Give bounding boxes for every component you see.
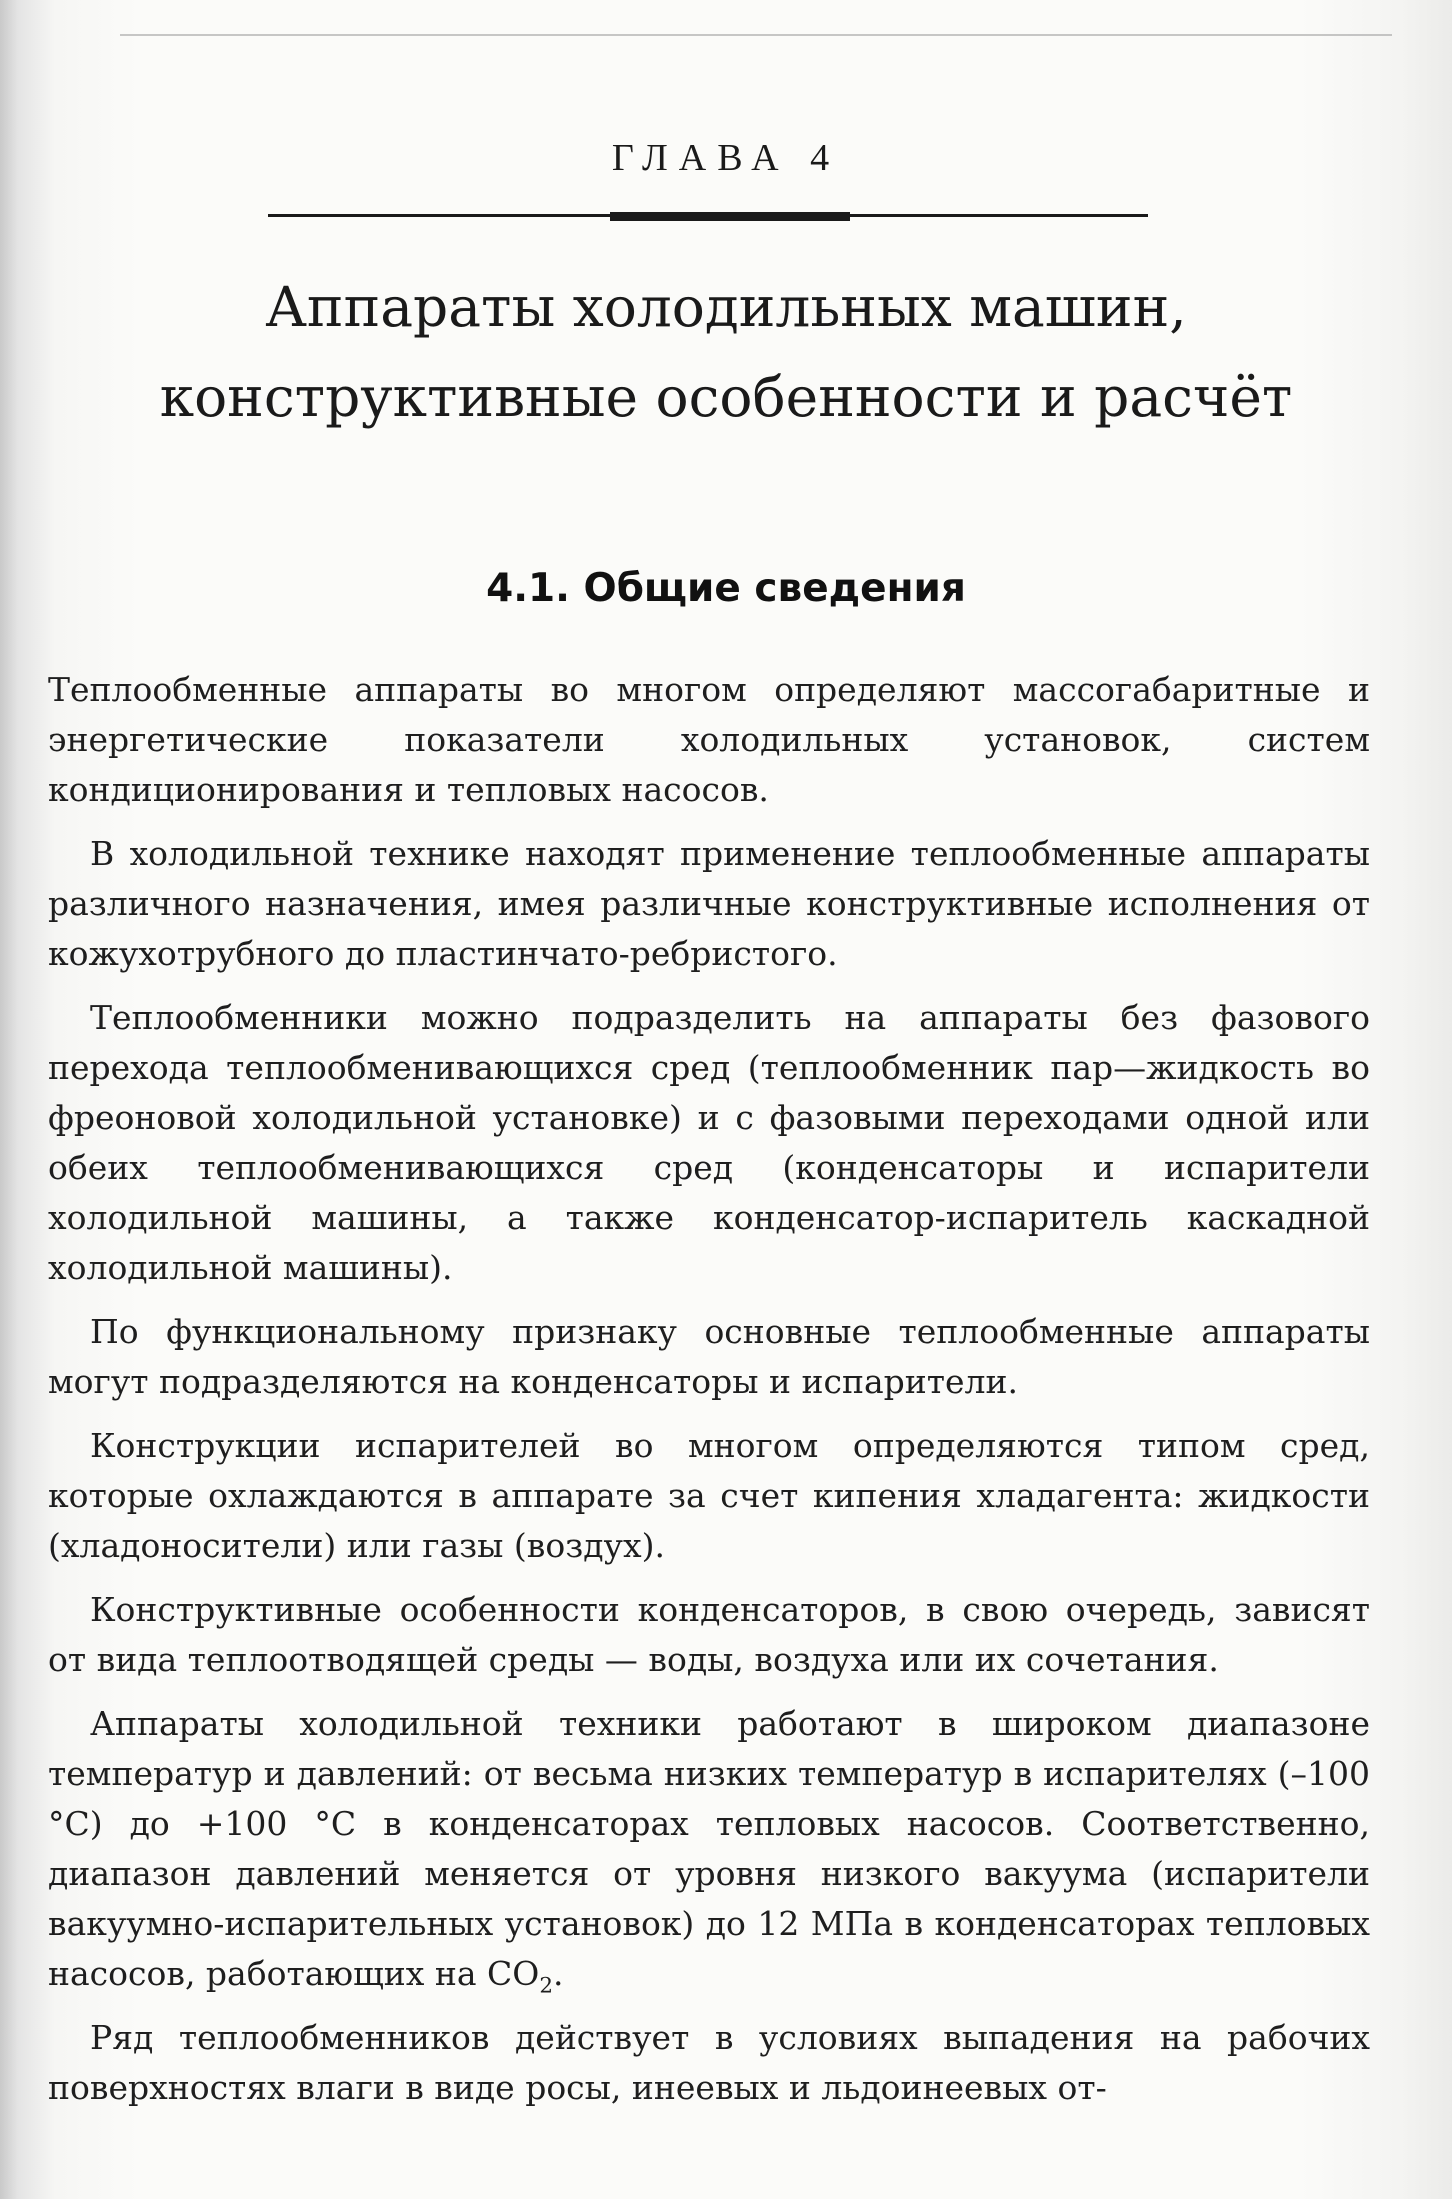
- chapter-title-line-2: конструктивные особенности и расчёт: [159, 365, 1293, 429]
- paragraph-3: Теплообменники можно подразделить на аппараты без фазового перехода теплообменивающихся сред (теплообменник пар—жидкость во фреоновой холодильной установке) и с фазовыми переходами одной или обеих теплообменивающихся сред (конденсаторы и испарители холодильной машины, а также конденсатор-испаритель каскадной холодильной машины).: [48, 998, 1370, 1287]
- section-title: 4.1. Общие сведения: [486, 566, 966, 611]
- chapter-rule-accent: [610, 212, 850, 221]
- co2-subscript: 2: [539, 1973, 553, 1999]
- chapter-title: [60, 262, 1392, 442]
- paragraph-7-text: Аппараты холодильной техники работают в широком диапазоне температур и давлений: от весьма низких температур в испарителях (–100 °С) до +100 °С в конденсаторах тепловых насосов. Соответственно, диапазон давлений меняется от уровня низкого вакуума (испарители вакуумно-испарительных установок) до 12 МПа в конденсаторах тепловых насосов, работающих на CO: [48, 1704, 1370, 1993]
- chapter-title-line-1: Аппараты холодильных машин,: [265, 275, 1187, 339]
- paragraph-6: Конструктивные особенности конденсаторов, в свою очередь, зависят от вида теплоотводящей среды — воды, воздуха или их сочетания.: [48, 1590, 1370, 1679]
- body-text: [48, 665, 1370, 2127]
- paragraph-5: Конструкции испарителей во многом определяются типом сред, которые охлаждаются в аппарате за счет кипения хладагента: жидкости (хладоносители) или газы (воздух).: [48, 1426, 1370, 1565]
- paragraph-8: Ряд теплообменников действует в условиях выпадения на рабочих поверхностях влаги в виде росы, инеевых и льдоинеевых от-: [48, 2018, 1370, 2107]
- paragraph-7: [48, 1699, 1370, 1999]
- paragraph-4: По функциональному признаку основные теплообменные аппараты могут подразделяются на конденсаторы и испарители.: [48, 1312, 1370, 1401]
- header-rule: [120, 34, 1392, 36]
- chapter-label: ГЛАВА 4: [611, 137, 841, 179]
- paragraph-2: В холодильной технике находят применение теплообменные аппараты различного назначения, имея различные конструктивные исполнения от кожухотрубного до пластинчато-ребристого.: [48, 834, 1370, 973]
- paragraph-1: Теплообменные аппараты во многом определяют массогабаритные и энергетические показатели холодильных установок, систем кондиционирования и тепловых насосов.: [48, 670, 1370, 809]
- paragraph-7-end: .: [553, 1954, 564, 1993]
